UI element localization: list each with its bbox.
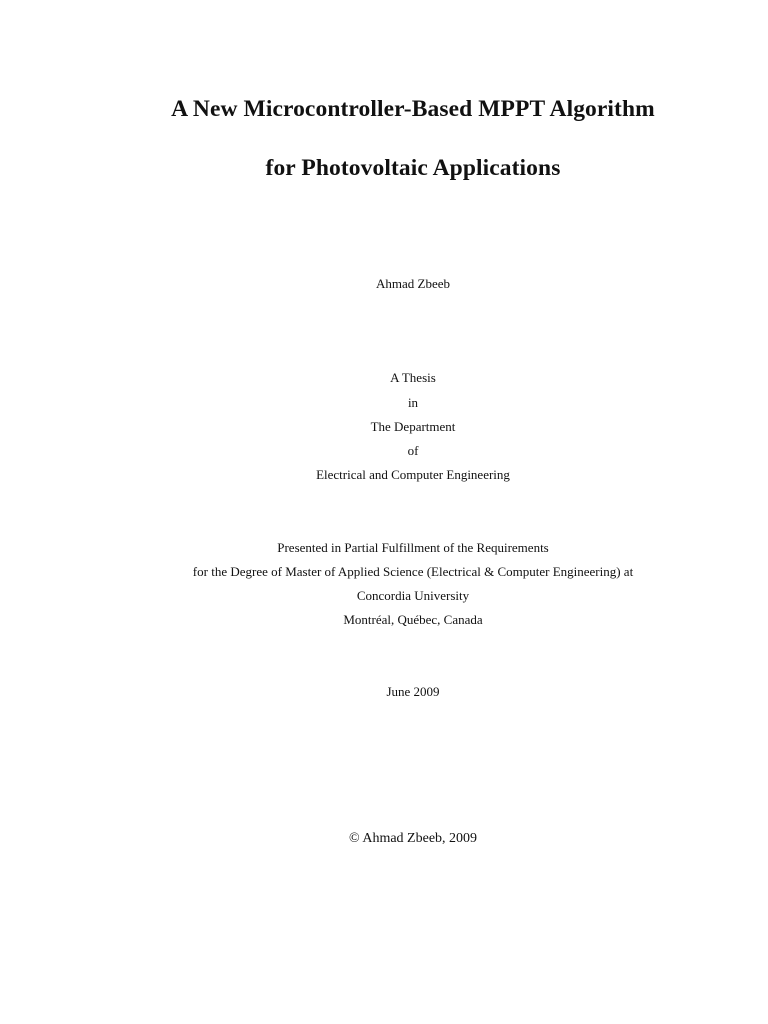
title-line-1: A New Microcontroller-Based MPPT Algorithm [171,96,655,122]
presentation-line-1: Presented in Partial Fulfillment of the Requirements [277,540,549,555]
presentation-line-4: Montréal, Québec, Canada [343,612,483,627]
submission-date: June 2009 [386,684,440,699]
thesis-line-1: A Thesis [390,370,436,385]
presentation-line-2: for the Degree of Master of Applied Science (Electrical & Computer Engineering) at [192,564,634,579]
thesis-line-4: of [407,443,419,458]
thesis-line-3: The Department [370,419,456,434]
copyright-notice: © Ahmad Zbeeb, 2009 [348,831,478,846]
thesis-line-5: Electrical and Computer Engineering [316,467,510,482]
title-line-2: for Photovoltaic Applications [265,155,561,181]
thesis-line-2: in [407,395,419,410]
author-name: Ahmad Zbeeb [375,276,450,291]
presentation-line-3: Concordia University [356,588,470,603]
